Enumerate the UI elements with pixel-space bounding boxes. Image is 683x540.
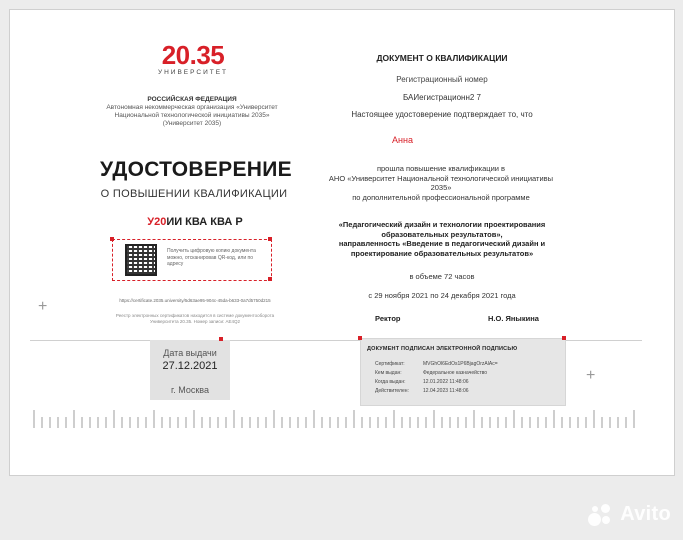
decorative-ruler: [30, 410, 642, 428]
university-logo-number: 20.35: [161, 40, 225, 70]
program-name: «Педагогический дизайн и технологии проектирования образовательных результатов»,: [338, 220, 546, 239]
electronic-signature-box: [360, 338, 566, 406]
signature-row: Кем выдан: Федеральное казначейство: [375, 370, 488, 376]
issue-date: 27.12.2021: [162, 360, 218, 372]
document-title: ДОКУМЕНТ О КВАЛИФИКАЦИИ: [376, 53, 508, 63]
university-logo-subtitle: УНИВЕРСИТЕТ: [157, 69, 229, 76]
certificate-url[interactable]: https://certificate.2035.university/5d63ae95-904c-45da-b633-0a7d5750d215: [119, 298, 271, 303]
certificate-sheet: [9, 9, 675, 476]
signature-title: ДОКУМЕНТ ПОДПИСАН ЭЛЕКТРОННОЙ ПОДПИСЬЮ: [367, 346, 518, 352]
rector-name: Н.О. Яныкина: [488, 314, 539, 323]
corner-marker: [219, 337, 223, 341]
issue-date-label: Дата выдачи: [163, 348, 217, 358]
signature-row: Сертификат: MVGhOl6EdOs1P6BjagOrzAlAc=: [375, 361, 498, 367]
certificate-title: УДОСТОВЕРЕНИЕ: [100, 158, 292, 181]
program-block: [322, 220, 562, 258]
registration-label: Регистрационный номер: [396, 75, 488, 84]
certificate-number: [140, 216, 250, 228]
rector-label: Ректор: [375, 314, 401, 323]
qr-code-box: [112, 239, 272, 281]
certificate-number-rest: ИИ КВА КВА Р: [166, 216, 243, 228]
program-direction: направленность «Введение в педагогический дизайн и проектирование образовательных результатов»: [338, 239, 546, 258]
recipient-name: Анна: [392, 135, 413, 145]
corner-marker: [562, 336, 566, 340]
avito-brand-text: Avito: [620, 503, 671, 525]
program-hours: в объеме 72 часов: [409, 272, 475, 281]
completed-text: прошла повышение квалификации в: [376, 164, 506, 173]
issue-info-box: [150, 340, 230, 400]
organization-name: Автономная некоммерческая организация «Университет Национальной технологической инициативы 2035» (Университет 2035): [106, 104, 278, 127]
qr-instructions: Получить цифровую копию документа можно, отсканировав QR-код, или по адресу: [167, 248, 256, 267]
training-info: [326, 164, 556, 202]
corner-marker: [110, 237, 114, 241]
avito-watermark: [588, 503, 671, 526]
issue-city: г. Москва: [171, 385, 209, 395]
organization-block: [102, 96, 282, 128]
country-name: РОССИЙСКАЯ ФЕДЕРАЦИЯ: [147, 96, 237, 103]
registry-note: Реестр электронных сертификатов находится в системе документооборота Университета 20.35. Номер записи: AE4Q2: [115, 313, 275, 324]
signature-row: Когда выдан: 12.01.2022 11:48:06: [375, 379, 469, 385]
corner-marker: [268, 237, 272, 241]
registration-number: БАИегистрационн2 7: [402, 93, 481, 102]
corner-marker: [358, 336, 362, 340]
organization-line: АНО «Университет Национальной технологической инициативы 2035»: [328, 173, 554, 192]
signature-row: Действителен: 12.04.2023 11:48:06: [375, 388, 469, 394]
certificate-subtitle: О ПОВЫШЕНИИ КВАЛИФИКАЦИИ: [100, 188, 288, 200]
crosshair-icon: +: [586, 367, 596, 384]
corner-marker: [268, 277, 272, 281]
crosshair-icon: +: [38, 298, 48, 315]
qr-code-icon[interactable]: [125, 244, 157, 276]
avito-logo-icon: [588, 504, 614, 526]
certificate-number-prefix: У20: [147, 216, 167, 228]
certify-text: Настоящее удостоверение подтверждает то, что: [351, 110, 533, 119]
program-type-line: по дополнительной профессиональной программе: [352, 192, 530, 202]
program-dates: с 29 ноября 2021 по 24 декабря 2021 года: [368, 291, 516, 300]
